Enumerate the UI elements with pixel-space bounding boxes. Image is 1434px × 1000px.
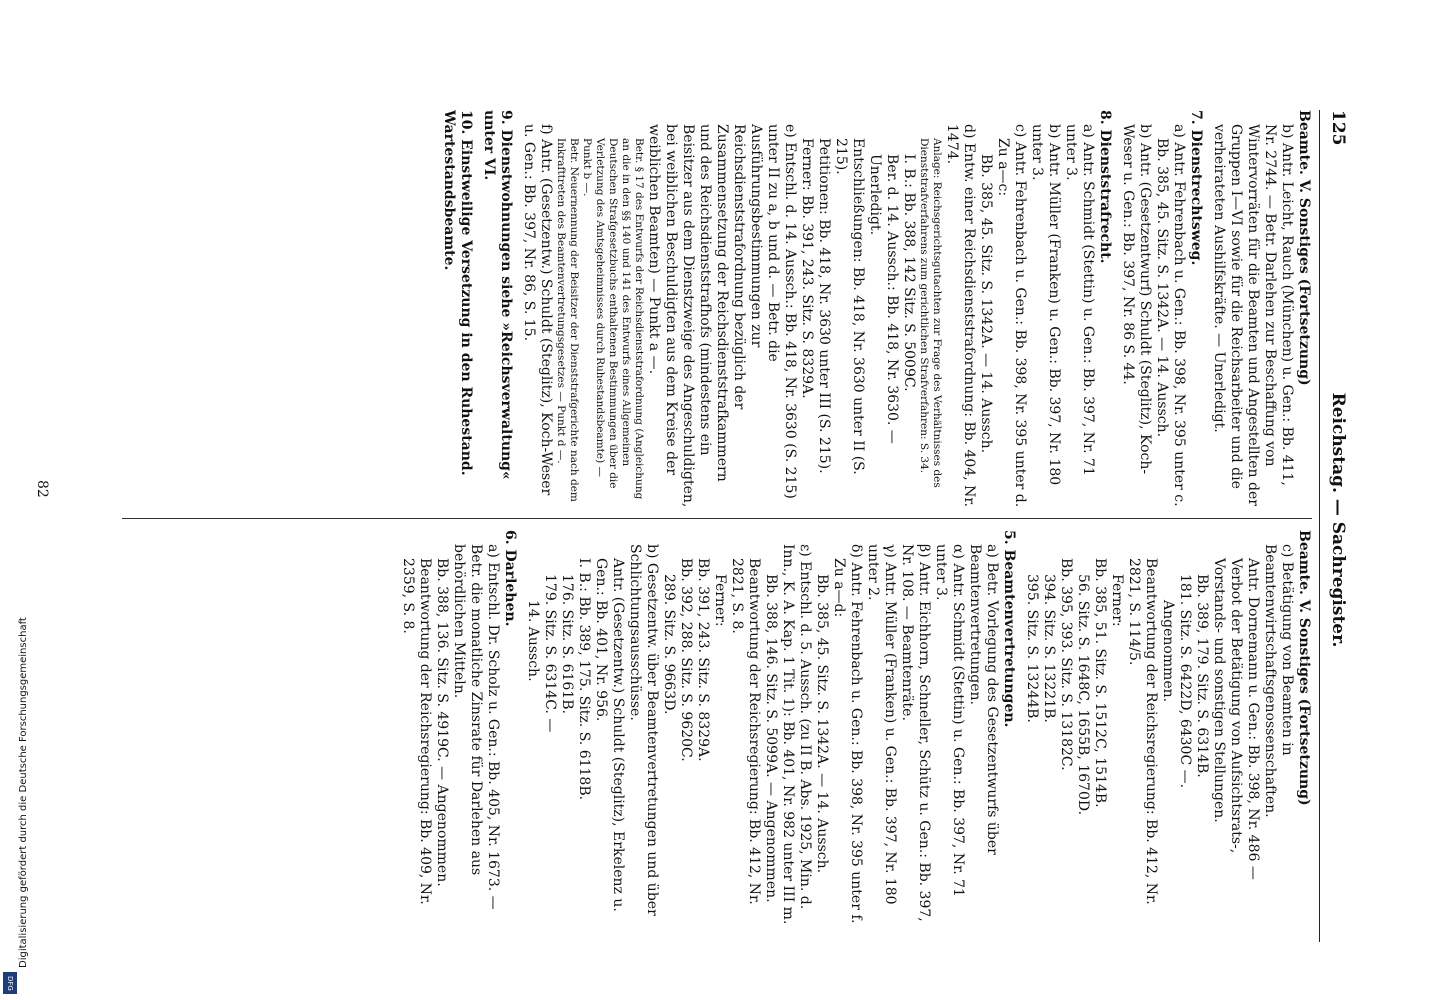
entry-line: Bb. 388, 146. Sitz. S. 5099A. — Angenommen. [763,574,779,903]
entry-line: Beantwortung der Reichsregierung: Bb. 409, Nr. 2359, S. 8. [400,558,433,910]
entry-line: Beamte. V. Sonstiges (Fortsetzung) [1296,530,1312,806]
entry-line: b) Antr. (Gesetzentwurf) Schuldt (Steglitz), Koch-Weser u. Gen.: Bb. 397, Nr. 86 S. 44. [1120,124,1153,475]
entry-line: e) Entschl. d. 14. Aussch.: Bb. 418, Nr. 3630 (S. 215) unter II zu a, b und d. — Betr. die Ausführungsbestimmungen zur Reichsdienststrafordnung bezüglich der Zusammensetzung der Reichsdienststrafkammern und des Reichsdienststrafhofs (mindestens ein Beisitzer aus dem Dienstzweige des Angeschuldigten, bei weiblichen Beschuldigten aus dem Kreise der weiblichen Beamten) — Punkt a —. [646,124,798,512]
entry-line: I. B.: Bb. 388, 142 Sitz. S. 5009C. [901,154,917,392]
entry-line: Beamte. V. Sonstiges (Fortsetzung) [1296,110,1312,386]
right-column-text [440,110,1312,510]
column-divider [122,518,1312,519]
entry-line: α) Antr. Schmidt (Stettin) u. Gen.: Bb. 397, Nr. 71 unter 3. [933,544,966,902]
entry-line: Betr. Neuernennung der Beisitzer der Dienststrafgerichte nach dem Inkrafttreten des Beamtenvertretungsgesetzes — Punkt d —. [555,138,580,506]
entry-line: Bb. 388, 136. Sitz. S. 4919C. — Angenommen. [434,558,450,887]
entry-line: δ) Antr. Fehrenbach u. Gen.: Bb. 398, Nr. 395 unter f. [848,544,864,924]
entry-line: Angenommen. [1160,600,1176,703]
entry-line: Bb. 392, 288. Sitz. S. 9620C. [678,558,694,762]
entry-line: Antr. (Gesetzentw.) Schuldt (Steglitz), Erkelenz u. Gen.: Bb. 401, Nr. 956. [593,558,626,917]
entry-line: Petitionen: Bb. 418, Nr. 3630 unter III (S. 215). [816,138,832,474]
entry-line: Bb. 395, 393. Sitz. S. 13182C. [1058,558,1074,771]
header-title: Reichstag. — Sachregister. [1328,392,1348,648]
entry-line: 5. Beamtenvertretungen. [1001,530,1017,728]
entry-line: c) Antr. Fehrenbach u. Gen.: Bb. 398, Nr. 395 unter d. [1012,124,1028,508]
entry-line: Betr. § 17 des Entwurfs der Reichsdienststrafordnung (Angleichung an die in den §§ 140 und 141 des Entwurfs eines Allgemeinen Deutschen Strafgesetzbuchs enthaltenen Bestimmungen über die Verletzung des Amtsgeheimnisses durch Ruhestandsbeamte) — Punkt b —. [581,138,645,503]
entry-line: Ber. d. 14. Aussch.: Bb. 418, Nr. 3630. — Unerledigt. [867,154,900,449]
entry-line: Anlage: Reichsgerichtsgutachten zur Frage des Verhältnisses des Dienststrafverfahrens zum gerichtlichen Strafverfahren: S. 34. [918,138,943,492]
entry-line: β) Antr. Eichhorn, Schneller, Schütz u. Gen.: Bb. 397, Nr. 108. — Beamtenräte. [899,544,932,927]
entry-line: Bb. 385, 45. Sitz. S. 1342A. — 14. Aussch. [978,154,994,454]
entry-line: 6. Darlehen. [502,530,518,627]
entry-line: 9. Dienstwohnungen siehe »Reichsverwaltung« unter VI. [481,110,514,485]
entry-line: 289. Sitz. S. 9663D. [661,574,677,715]
entry-line: Beantwortung der Reichsregierung: Bb. 412, Nr. 2821, S. 8. [729,558,762,910]
entry-line: Ferner: Bb. 391, 243. Sitz. S. 8329A. [799,138,815,399]
entry-line: 56. Sitz. S. 1648C, 1655B, 1670D. [1075,574,1091,816]
entry-line: a) Entschl. Dr. Scholz u. Gen.: Bb. 405, Nr. 1673. — Betr. die monatliche Zinsrate für Darlehen aus behördlichen Mitteln. [451,544,501,915]
header-page-number: 125 [1328,110,1348,146]
entry-line: 394. Sitz. S. 13221B. [1041,574,1057,723]
dfg-logo: DFG [3,972,17,994]
entry-line: 8. Dienststrafrecht. [1097,110,1113,264]
running-header [1324,110,1350,930]
entry-line: Ferner: [1109,574,1125,627]
entry-line: Zu a—c: [995,138,1011,197]
entry-line: I. B.: Bb. 389, 175. Sitz. S. 6118B. [576,558,592,801]
entry-line: ε) Entschl. d. 5. Aussch. (zu II B. Abs. 1925, Min. d. Inn., K. A. Kap. 1 Tit. 1): Bb. 401, Nr. 982 unter III m. [780,544,813,925]
entry-line: a) Betr. Vorlegung des Gesetzentwurfs über Beamtenvertretungen. [967,544,1000,860]
entry-line: 181. Sitz. S. 6422D, 6430C —. [1177,574,1193,789]
header-rule [1319,110,1320,942]
entry-line: 176. Sitz. S. 6161B. [559,574,575,714]
entry-line: 7. Dienstrechtsweg. [1188,110,1204,266]
entry-line: Beantwortung der Reichsregierung: Bb. 412, Nr. 2821, S. 114/5. [1126,558,1159,910]
digitization-text: Digitalisierung gefördert durch die Deutsche Forschungsgemeinschaft [18,617,29,968]
entry-line: Bb. 389, 179. Sitz. S. 6314B. [1194,574,1210,778]
entry-line: 395. Sitz. S. 13244B. [1024,574,1040,723]
entry-line: b) Antr. Müller (Franken) u. Gen.: Bb. 397, Nr. 180 unter 3. [1029,124,1062,490]
entry-line: Antr. Dornemann u. Gen.: Bb. 398, Nr. 486 — Verbot der Betätigung von Aufsichtsrats-, Vorstands- und sonstigen Stellungen. [1211,558,1261,885]
entry-line [518,530,524,930]
entry-line: b) Antr. Leicht, Rauch (München) u. Gen.: Bb. 411, Nr. 2744. — Betr. Darlehen zur Beschaffung von Wintervorräten für die Beamten und Angestellten der Gruppen I—VI sowie für die Reichsarbeiter und die verheirateten Aushilfskräfte. — Unerledigt. [1211,124,1295,511]
entry-line: Bb. 391, 243. Sitz. S. 8329A. [695,558,711,762]
footer-page-number: 82 [34,480,50,498]
entry-line: 14. Aussch. [525,600,541,682]
entry-line: a) Antr. Schmidt (Stettin) u. Gen.: Bb. 397, Nr. 71 unter 3. [1063,124,1096,481]
entry-line: 10. Einstweilige Versetzung in den Ruhestand. Wartestandsbeamte. [441,110,474,481]
entry-line: d) Entw. einer Reichsdienststrafordnung: Bb. 404, Nr. 1474. [944,124,977,512]
entry-line: Bb. 385, 45. Sitz. S. 1342A. — 14. Aussch. [1154,138,1170,438]
entry-line: Bb. 385, 51. Sitz. S. 1512C, 1514B. [1092,558,1108,808]
entry-line: Entschließungen: Bb. 418, Nr. 3630 unter II (S. 215). [833,138,866,480]
entry-line: c) Betätigung von Beamten in Beamtenwirtschaftsgenossenschaften. [1262,544,1295,818]
left-column-text [399,530,1312,930]
entry-line: b) Gesetzentw. über Beamtenvertretungen und über Schlichtungsausschüsse. [627,544,660,921]
entry-line: Zu a—d: [831,558,847,618]
entry-line: γ) Antr. Müller (Franken) u. Gen.: Bb. 397, Nr. 180 unter 2. [865,544,898,910]
digitization-footer [2,0,29,1000]
entry-line: a) Antr. Fehrenbach u. Gen.: Bb. 398, Nr. 395 unter c. [1171,124,1187,507]
entry-line: 179. Sitz. S. 6314C. — [542,574,558,733]
entry-line: Ferner: [712,574,728,627]
entry-line: Bb. 385, 45. Sitz. S. 1342A. — 14. Aussch. [814,574,830,874]
entry-line: f) Antr. (Gesetzentw.) Schuldt (Steglitz), Koch-Weser u. Gen.: Bb. 397, Nr. 86, S. 15. [521,124,554,500]
